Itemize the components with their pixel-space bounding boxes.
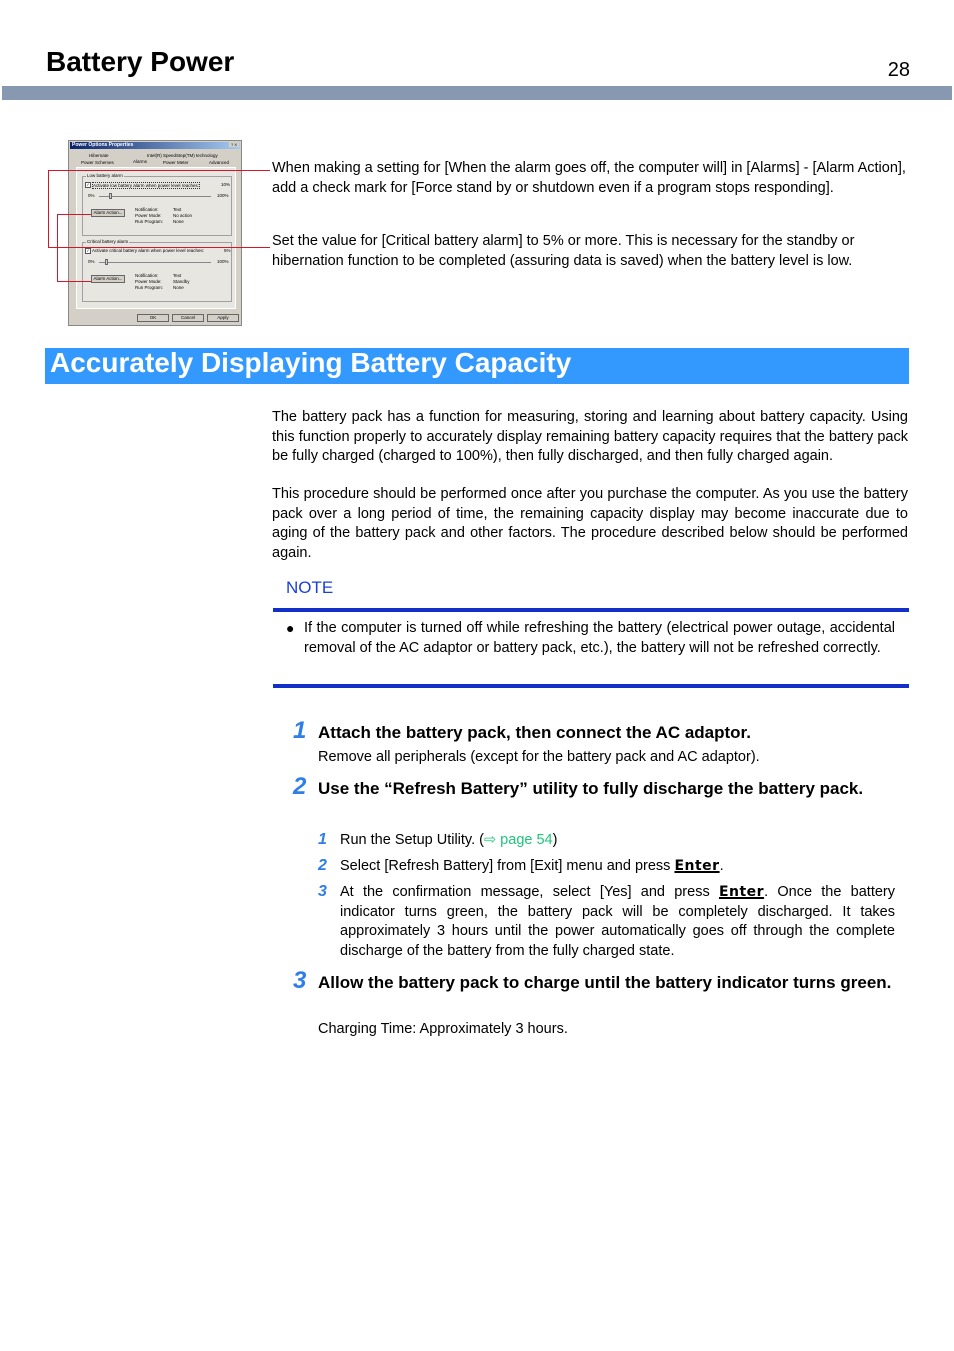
- substep-2-text-after: .: [719, 858, 724, 874]
- critical-run-program-label: Run Program:: [135, 285, 164, 290]
- critical-battery-title: Critical battery alarm: [87, 239, 129, 244]
- step-1-detail: Remove all peripherals (except for the battery pack and AC adaptor).: [318, 749, 760, 765]
- critical-battery-min: 0%: [88, 259, 95, 264]
- dialog-title: Power Options Properties: [70, 142, 240, 149]
- note-label: NOTE: [286, 578, 334, 597]
- callout-critical-alarm: Set the value for [Critical battery alarm] to 5% or more. This is necessary for the standby or hibernation function to be completed (assuring data is saved) when the battery level is low.: [272, 233, 855, 269]
- critical-battery-slider-knob: [105, 259, 108, 265]
- substep-1-number: 1: [318, 831, 327, 848]
- low-power-mode-value: No action: [173, 213, 193, 218]
- step-3-heading: Allow the battery pack to charge until the battery indicator turns green.: [318, 973, 892, 992]
- power-options-dialog-screenshot: [68, 140, 242, 326]
- tab-hibernate: Hibernate: [89, 153, 109, 158]
- substep-2-text: [340, 857, 895, 877]
- header-bar: [2, 86, 952, 100]
- low-battery-slider: [99, 196, 211, 197]
- critical-battery-value: 5%: [224, 248, 231, 253]
- dialog-panel: [76, 167, 236, 309]
- critical-battery-max: 100%: [217, 259, 229, 264]
- section-title: Accurately Displaying Battery Capacity: [50, 347, 572, 378]
- dialog-apply-button: Apply: [207, 314, 239, 322]
- critical-notification-label: Notification:: [135, 273, 159, 278]
- low-notification-value: Text: [173, 207, 182, 212]
- dialog-ok-button: OK: [137, 314, 169, 322]
- callout-alarm-action: When making a setting for [When the alarm goes off, the computer will] in [Alarms] - [Alarm Action], add a check mark for [Force stand by or shutdown even if a program stops responding].: [272, 160, 906, 196]
- note-bullet-icon: ●: [286, 620, 295, 636]
- critical-power-mode-label: Power Mode:: [135, 279, 162, 284]
- low-battery-checkbox: ✓: [86, 182, 90, 187]
- low-run-program-value: None: [173, 219, 184, 224]
- dialog-cancel-button: Cancel: [172, 314, 204, 322]
- tab-power-schemes: Power Schemes: [81, 160, 114, 165]
- enter-key: Enter: [718, 884, 765, 900]
- low-battery-group: [82, 173, 232, 236]
- low-battery-check-label: Activate low battery alarm when power level reaches:: [93, 183, 200, 188]
- critical-notification-value: Text: [173, 273, 182, 278]
- page-number: 28: [887, 59, 910, 81]
- step-2-heading: Use the “Refresh Battery” utility to fully discharge the battery pack.: [318, 779, 864, 798]
- low-notification-label: Notification:: [135, 207, 159, 212]
- enter-key: Enter: [674, 858, 720, 874]
- substep-3-text: [340, 883, 895, 961]
- low-battery-min: 0%: [88, 193, 95, 198]
- low-power-mode-label: Power Mode:: [135, 213, 162, 218]
- low-battery-title: Low battery alarm: [87, 173, 123, 178]
- critical-battery-check-label: Activate critical battery alarm when power level reaches:: [92, 248, 205, 253]
- callout-line-left-inner: [57, 214, 58, 281]
- note-top-bar: [273, 608, 909, 612]
- page-54-link[interactable]: page 54: [496, 832, 553, 848]
- step-3-detail: Charging Time: Approximately 3 hours.: [318, 1021, 568, 1037]
- tab-speedstep: Intel(R) SpeedStep(TM) technology: [147, 153, 218, 158]
- substep-3-text-after: . Once the battery indicator turns green, the battery pack will be completely discharged. It takes approximately 3 hours until the power automatically goes off through the complete discharge of the battery from the fully charged state.: [340, 884, 895, 959]
- critical-battery-slider: [99, 262, 211, 263]
- low-battery-value: 10%: [221, 182, 231, 187]
- page-header-title: Battery Power: [46, 46, 235, 77]
- low-battery-max: 100%: [217, 193, 229, 198]
- step-1-heading: Attach the battery pack, then connect the AC adaptor.: [318, 723, 751, 742]
- step-1-number: 1: [293, 717, 307, 744]
- low-battery-slider-knob: [109, 193, 112, 199]
- note-bottom-bar: [273, 684, 909, 688]
- substep-1-text-after: ): [552, 832, 558, 848]
- dialog-close-icon: ? X: [230, 142, 237, 147]
- critical-alarm-action-button: Alarm Action...: [91, 275, 125, 283]
- substep-2-number: 2: [318, 857, 327, 874]
- critical-battery-group: [82, 239, 232, 302]
- low-alarm-action-button: Alarm Action...: [91, 209, 125, 217]
- callout-line-btn2: [57, 281, 91, 282]
- note-text: If the computer is turned off while refreshing the battery (electrical power outage, accidental removal of the AC adaptor or battery pack, etc.), the battery will not be refreshed correctly.: [304, 620, 895, 656]
- callout-line-bottom-outer: [48, 247, 270, 248]
- intro-paragraph-2: This procedure should be performed once after you purchase the computer. As you use the battery pack over a long period of time, the remaining capacity display may become inaccurate due to aging of the battery pack and other factors. The procedure described below should be performed again.: [272, 486, 908, 561]
- substep-1-text: [340, 831, 895, 851]
- callout-line-left-outer: [48, 170, 49, 248]
- critical-power-mode-value: Standby: [173, 279, 190, 284]
- low-run-program-label: Run Program:: [135, 219, 164, 224]
- intro-paragraph-1: The battery pack has a function for measuring, storing and learning about battery capacity. Using this function properly to accurately display remaining battery capacity requires that the battery pack be fully charged (charged to 100%), then fully discharged, and then fully charged again.: [272, 409, 908, 464]
- substep-1-text-before: Run the Setup Utility. (: [340, 832, 484, 848]
- step-3-number: 3: [293, 967, 307, 994]
- substep-3-number: 3: [318, 883, 327, 900]
- arrow-right-icon: ⇨: [484, 832, 497, 848]
- tab-advanced: Advanced: [209, 160, 230, 165]
- callout-line-top: [48, 170, 270, 171]
- critical-battery-checkbox: ✓: [86, 248, 90, 253]
- tab-alarms: Alarms: [133, 159, 148, 164]
- step-2-number: 2: [293, 773, 307, 800]
- critical-run-program-value: None: [173, 285, 184, 290]
- substep-2-text-before: Select [Refresh Battery] from [Exit] menu and press: [340, 858, 675, 874]
- callout-line-btn1: [57, 214, 91, 215]
- substep-3-text-before: At the confirmation message, select [Yes] and press: [340, 884, 719, 900]
- tab-power-meter: Power Meter: [163, 160, 189, 165]
